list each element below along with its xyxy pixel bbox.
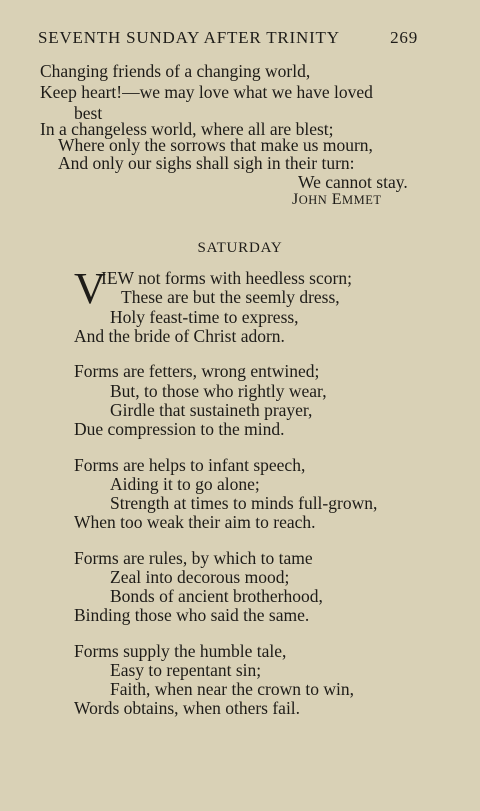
verse-line: Keep heart!—we may love what we have loved — [40, 82, 373, 102]
verse-line: IEW not forms with heedless scorn; — [101, 268, 352, 288]
verse-line: Words obtains, when others fail. — [74, 698, 301, 718]
verse-line: Forms supply the humble tale, — [74, 641, 287, 661]
verse-line: Zeal into decorous mood; — [110, 567, 290, 587]
verse-line: best — [74, 103, 103, 123]
poem-title: SATURDAY — [197, 240, 283, 256]
verse-line: In a changeless world, where all are blest; — [40, 119, 334, 139]
verse-line: And the bride of Christ adorn. — [74, 326, 285, 346]
verse-line: We cannot stay. — [298, 172, 408, 192]
verse-line: Faith, when near the crown to win, — [110, 679, 354, 699]
verse-line: Strength at times to minds full-grown, — [110, 493, 378, 513]
page-number: 269 — [390, 28, 418, 47]
verse-line: Forms are rules, by which to tame — [74, 548, 313, 568]
verse-line: When too weak their aim to reach. — [74, 512, 316, 532]
verse-line: Girdle that sustaineth prayer, — [110, 400, 313, 420]
author-rest: MMET — [342, 193, 382, 207]
author-rest: OHN — [298, 193, 328, 207]
verse-line: Where only the sorrows that make us mourn, — [58, 135, 373, 155]
poem-author — [292, 192, 381, 208]
verse-line: Aiding it to go alone; — [110, 474, 260, 494]
verse-line: Bonds of ancient brotherhood, — [110, 586, 323, 606]
verse-line: Forms are fetters, wrong entwined; — [74, 361, 320, 381]
author-initial: E — [331, 191, 343, 208]
verse-line: Changing friends of a changing world, — [40, 61, 311, 81]
drop-cap: V — [74, 264, 106, 313]
author-initial: J — [292, 191, 299, 208]
running-title: SEVENTH SUNDAY AFTER TRINITY — [38, 28, 340, 47]
verse-line: Binding those who said the same. — [74, 605, 310, 625]
verse-line: Easy to repentant sin; — [110, 660, 262, 680]
verse-line: These are but the seemly dress, — [121, 287, 340, 307]
verse-line: And only our sighs shall sigh in their turn: — [58, 153, 355, 173]
verse-line: Forms are helps to infant speech, — [74, 455, 306, 475]
verse-line: Due compression to the mind. — [74, 419, 285, 439]
verse-line: But, to those who rightly wear, — [110, 381, 327, 401]
verse-line: Holy feast-time to express, — [110, 307, 299, 327]
